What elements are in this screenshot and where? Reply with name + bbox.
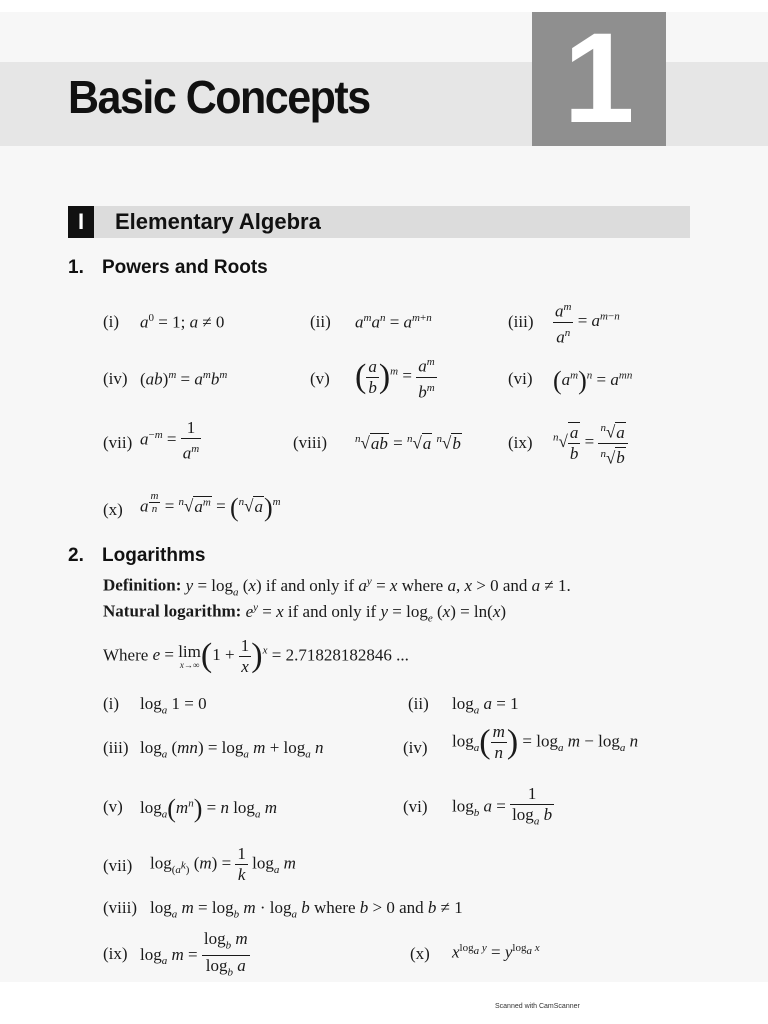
log-definition-label: Definition: [103,575,182,595]
log-rule-v: $\log_a(m^n) = n$ $\log_a m$ [140,794,277,823]
powers-heading [68,257,268,279]
log-label-iii: (iii) [103,738,129,757]
power-label-v: (v) [310,369,330,388]
log-label-vii: (vii) [103,856,133,875]
log-rule-iv: $\log_a$( $\frac{m}{n}$ ) = $\log_a m - \log_a n$ [452,722,639,762]
log-label-x: (x) [410,944,430,963]
power-label-iv: (iv) [103,369,128,388]
logs-heading [68,545,205,567]
where-label: Where [103,645,149,665]
power-rule-iii: $\frac{a^m}{a^n}$ = $a^{m-n}$ [553,297,620,347]
log-rule-ix: $\log_a m$ = $\frac{\log_b m}{\log_b a}$ [140,929,248,979]
log-where-text: where [314,898,356,917]
power-rule-ix: $^n$√ $\frac{a}{b}$ = $\frac{^n√a}{^n√b}$ [553,418,628,468]
power-rule-viii: $^n$√ab = $^n$√a $^n$√b [355,433,461,453]
scanner-watermark: Scanned with CamScanner [495,1003,580,1010]
power-rule-v: ( $\frac{a}{b}$ )$^m$ = $\frac{a^m}{b^m}$ [355,352,437,402]
log-label-i: (i) [103,694,120,713]
natural-log-text: $e^y = x$ if and only if $y = \log_e (x) = \ln(x)$ [245,601,507,625]
power-label-vi: (vi) [508,369,533,388]
power-rule-x: a $^{\frac{m}{n}}$ = $^n√a^m = (^n√a)^m$ [140,490,281,522]
section-title: Elementary Algebra [115,209,321,234]
e-value: = 2.71828182846 ... [271,645,409,665]
log-rule-i: $\log_a 1 = 0$ [140,694,207,717]
page-background [0,7,768,982]
log-rule-x: $x^{log_a y} = y^{log_a x}$ [452,942,540,962]
e-definition [103,636,409,677]
log-label-viii: (viii) [103,898,137,917]
power-label-iii: (iii) [508,312,534,331]
log-label-vi: (vi) [403,797,428,816]
log-rule-ii: $\log_a a = 1$ [452,694,519,717]
log-label-ii: (ii) [408,694,429,713]
power-label-vii: (vii) [103,433,133,452]
log-rule-vi: $\log_b a$ = $\frac{1}{\log_a b}$ [452,784,553,828]
power-rule-i: $a^0 = 1$; a ≠ 0 [140,312,225,332]
power-rule-ii: $a^ma^n = a^{m+n}$ [355,312,432,332]
power-rule-iv: $(ab)^m = a^mb^m$ [140,369,228,389]
log-and-text: and [399,898,424,917]
log-definition [103,575,571,598]
log-label-v: (v) [103,797,123,816]
logs-heading-text: Logarithms [102,545,206,566]
power-label-i: (i) [103,312,120,331]
log-label-ix: (ix) [103,944,128,963]
log-rule-iii: $\log_a (mn) = \log_a m + \log_a n$ [140,738,324,761]
powers-heading-number: 1. [68,257,84,278]
power-label-viii: (viii) [293,433,327,452]
e-limit: e = lim x→∞ (1 + $\frac{1}{x}$ )$^x$ [152,636,268,676]
log-definition-text: $y = \log_a (x)$ if and only if $a^y = x$ where a, x > 0 and a ≠ 1. [185,575,571,599]
power-rule-vii: $a^{-m}$ = $\frac{1}{a^m}$ [140,418,200,463]
chapter-title: Basic Concepts [68,72,370,124]
log-rule-viii: $\log_a m = \log_b m \cdot \log_a b$ where b > 0 and b ≠ 1 [150,898,463,921]
log-label-iv: (iv) [403,738,428,757]
natural-log-label: Natural logarithm: [103,601,242,621]
natural-log-definition [103,601,506,624]
section-number: I [68,206,94,238]
power-label-ix: (ix) [508,433,533,452]
powers-heading-text: Powers and Roots [102,257,268,278]
logs-heading-number: 2. [68,545,84,566]
chapter-number: 1 [563,7,635,150]
power-label-ii: (ii) [310,312,331,331]
power-rule-vi: $(a^m)^n = a^{mn}$ [553,366,633,395]
power-label-x: (x) [103,500,123,519]
log-rule-vii: $\log_{(a^k)} (m)$ = $\frac{1}{k}$ $\log_a m$ [150,844,296,884]
